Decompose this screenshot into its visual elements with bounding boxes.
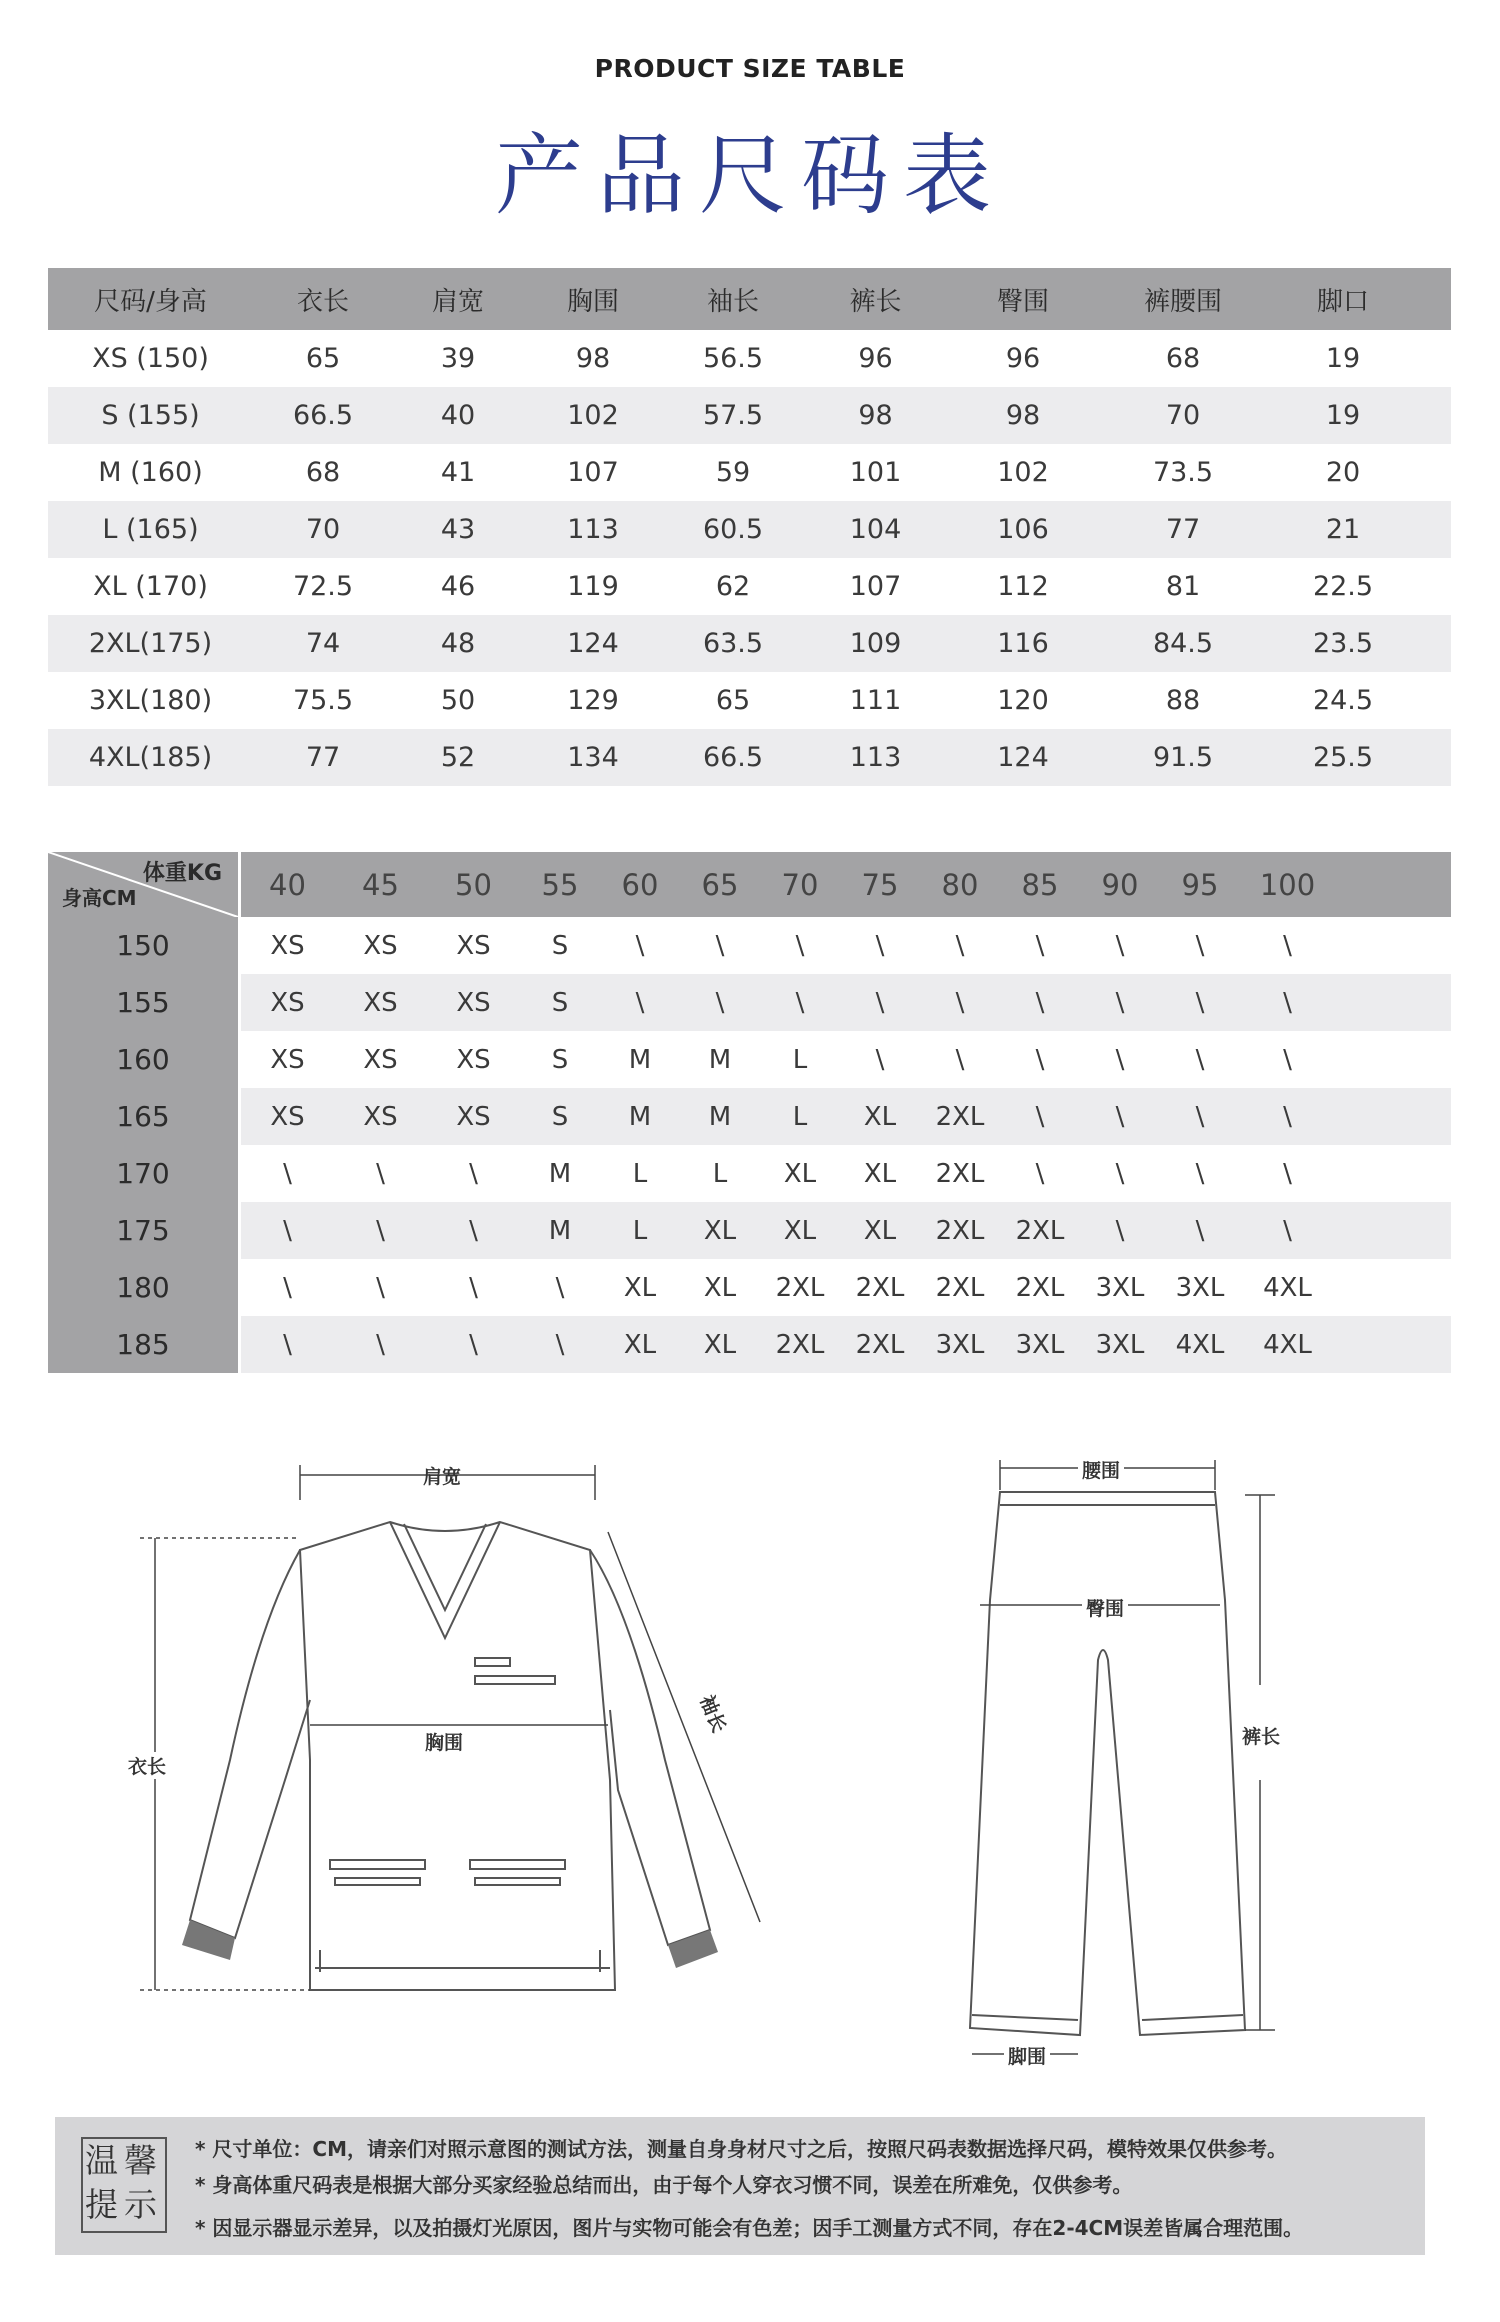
measure-cell: 46	[440, 571, 476, 602]
height-cell: 165	[48, 1088, 241, 1145]
measure-cell: 98	[858, 400, 893, 431]
waist-label: 腰围	[1078, 1456, 1124, 1483]
measure-cell: 81	[1165, 571, 1201, 602]
height-cell: 170	[48, 1145, 241, 1202]
weight-header-cell: 65	[701, 867, 739, 902]
table-row	[48, 387, 1451, 444]
measure-cell: 124	[997, 742, 1049, 773]
size-cell: \	[1035, 930, 1045, 961]
size-cell: XS	[270, 1044, 305, 1075]
measure-cell: 74	[305, 628, 341, 659]
size-cell: 4XL	[1175, 1329, 1225, 1360]
size-cell: 2XL	[935, 1101, 985, 1132]
size-cell: \	[955, 987, 965, 1018]
weight-header-cell: 60	[621, 867, 659, 902]
size-table-body	[48, 330, 1451, 786]
measure-cell: 111	[849, 685, 902, 716]
measure-cell: 120	[997, 685, 1049, 716]
size-cell: \	[1195, 1044, 1205, 1075]
size-cell: XL	[863, 1215, 897, 1246]
size-cell: XS	[363, 930, 398, 961]
size-cell: 4XL(185)	[88, 742, 213, 773]
size-cell: XL	[863, 1101, 897, 1132]
measure-cell: 124	[567, 628, 619, 659]
tips-tag-line1: 温馨	[85, 2141, 163, 2180]
measure-cell: 43	[440, 514, 476, 545]
table-row	[48, 615, 1451, 672]
weight-header-cell: 80	[941, 867, 979, 902]
height-cell: 150	[48, 917, 241, 974]
table-row	[48, 917, 1451, 974]
size-cell: XL	[703, 1272, 737, 1303]
page-title: 产品尺码表	[494, 124, 1005, 227]
measure-cell: 91.5	[1152, 742, 1214, 773]
measure-cell: 65	[305, 343, 341, 374]
measure-cell: 113	[849, 742, 902, 773]
measure-cell: 20	[1325, 457, 1361, 488]
size-cell: M (160)	[98, 457, 203, 488]
size-cell: \	[376, 1158, 385, 1189]
size-cell: 2XL(175)	[88, 628, 213, 659]
measure-cell: 40	[440, 400, 476, 431]
weight-columns	[241, 852, 1451, 917]
pants-diagram	[960, 1460, 1300, 2080]
size-cell: \	[635, 987, 645, 1018]
size-cell: S	[551, 1101, 569, 1132]
size-cell: XL	[863, 1158, 897, 1189]
size-cell: \	[1283, 1044, 1292, 1075]
size-cell: \	[1195, 930, 1205, 961]
size-cell: \	[1195, 1158, 1205, 1189]
measure-cell: 96	[1005, 343, 1041, 374]
measure-cell: 107	[567, 457, 619, 488]
shoulder-label: 肩宽	[423, 1466, 462, 1488]
size-cell: \	[1283, 1101, 1292, 1132]
size-cell: XS	[270, 1101, 305, 1132]
table-row	[48, 1145, 1451, 1202]
pants-length-label: 裤长	[1242, 1722, 1280, 1749]
measure-cell: 57.5	[702, 400, 764, 431]
table-row	[48, 330, 1451, 387]
size-table-header	[48, 268, 1451, 330]
page-subtitle: PRODUCT SIZE TABLE	[594, 54, 906, 83]
size-columns	[241, 1031, 1451, 1088]
size-cell: \	[715, 987, 725, 1018]
height-cell: 185	[48, 1316, 241, 1373]
size-cell: \	[1115, 930, 1125, 961]
size-cell: \	[795, 930, 805, 961]
size-cell: \	[469, 1329, 478, 1360]
size-cell: 2XL	[775, 1329, 825, 1360]
header-cell: 胸围	[566, 286, 619, 317]
measure-cell: 101	[849, 457, 902, 488]
header-cell: 尺码/身高	[94, 286, 207, 317]
table-row	[48, 1088, 1451, 1145]
tips-box	[55, 2117, 1425, 2255]
tips-tag-line2: 提示	[85, 2185, 163, 2224]
size-cell: \	[955, 930, 965, 961]
size-cell: \	[1035, 987, 1045, 1018]
tip-line-3: * 因显示器显示差异，以及拍摄灯光原因，图片与实物可能会有色差；因手工测量方式不同，存在2-4CM误差皆属合理范围。	[195, 2216, 1304, 2240]
size-cell: \	[555, 1329, 565, 1360]
size-cell: 3XL	[935, 1329, 985, 1360]
size-cell: \	[1195, 1215, 1205, 1246]
size-columns	[241, 917, 1451, 974]
height-cell: 180	[48, 1259, 241, 1316]
size-cell: \	[283, 1158, 292, 1189]
size-cell: XS	[363, 1101, 398, 1132]
size-cell: XS	[456, 987, 491, 1018]
size-cell: XS	[456, 1101, 491, 1132]
size-cell: \	[1283, 1215, 1292, 1246]
measure-cell: 77	[1165, 514, 1201, 545]
weight-header-cell: 70	[781, 867, 819, 902]
size-columns	[241, 974, 1451, 1031]
measure-cell: 129	[567, 685, 619, 716]
measure-cell: 39	[440, 343, 476, 374]
size-columns	[241, 1316, 1451, 1373]
size-columns	[241, 1088, 1451, 1145]
size-cell: XL	[783, 1215, 817, 1246]
size-cell: 3XL	[1095, 1272, 1145, 1303]
size-cell: \	[376, 1329, 385, 1360]
height-weight-header	[48, 852, 1451, 917]
size-cell: 3XL	[1175, 1272, 1225, 1303]
measure-cell: 50	[440, 685, 476, 716]
size-cell: 4XL	[1263, 1329, 1312, 1360]
size-cell: S	[551, 1044, 569, 1075]
table-row	[48, 974, 1451, 1031]
table-row	[48, 444, 1451, 501]
measure-cell: 24.5	[1312, 685, 1374, 716]
measure-cell: 72.5	[292, 571, 354, 602]
size-cell: \	[1115, 987, 1125, 1018]
size-cell: 2XL	[935, 1272, 985, 1303]
size-cell: XS (150)	[92, 343, 209, 374]
measure-cell: 60.5	[702, 514, 764, 545]
measure-cell: 25.5	[1312, 742, 1374, 773]
chest-label: 胸围	[425, 1732, 464, 1754]
size-cell: S (155)	[101, 400, 200, 431]
weight-header-cell: 90	[1101, 867, 1139, 902]
measure-cell: 134	[567, 742, 619, 773]
size-cell: \	[469, 1272, 478, 1303]
measure-cell: 107	[849, 571, 902, 602]
size-columns	[241, 1145, 1451, 1202]
size-cell: L	[632, 1215, 648, 1246]
size-cell: XS	[456, 1044, 491, 1075]
shirt-diagram	[120, 1460, 820, 2020]
height-cell: 155	[48, 974, 241, 1031]
measure-cell: 19	[1325, 343, 1361, 374]
size-cell: 3XL	[1095, 1329, 1145, 1360]
size-cell: M	[548, 1158, 572, 1189]
size-cell: \	[1195, 1101, 1205, 1132]
size-cell: 2XL	[935, 1158, 985, 1189]
shirt-outline	[120, 1460, 820, 2020]
size-cell: \	[1115, 1215, 1125, 1246]
measure-cell: 102	[567, 400, 619, 431]
measure-cell: 112	[997, 571, 1049, 602]
sleeve-label: 袖长	[694, 1691, 733, 1736]
size-cell: XS	[363, 1044, 398, 1075]
size-cell: \	[283, 1329, 292, 1360]
table-row	[48, 1259, 1451, 1316]
size-cell: \	[875, 1044, 885, 1075]
height-weight-table	[48, 852, 1451, 1373]
size-cell: L	[792, 1101, 808, 1132]
size-cell: L	[632, 1158, 648, 1189]
measure-cell: 109	[849, 628, 902, 659]
measure-cell: 104	[849, 514, 902, 545]
size-columns	[241, 1259, 1451, 1316]
measure-cell: 62	[715, 571, 751, 602]
header-cell: 肩宽	[431, 286, 484, 317]
size-cell: \	[555, 1272, 565, 1303]
tip-line-1: * 尺寸单位：CM，请亲们对照示意图的测试方法，测量自身身材尺寸之后，按照尺码表数据选择尺码，模特效果仅供参考。	[195, 2137, 1288, 2161]
size-cell: XS	[363, 987, 398, 1018]
size-cell: \	[376, 1215, 385, 1246]
size-cell: XL	[783, 1158, 817, 1189]
height-weight-body	[48, 917, 1451, 1373]
size-cell: \	[1115, 1158, 1125, 1189]
measure-cell: 96	[858, 343, 893, 374]
measure-cell: 98	[575, 343, 611, 374]
size-columns	[241, 1202, 1451, 1259]
size-cell: 2XL	[855, 1272, 905, 1303]
weight-header-cell: 40	[269, 867, 306, 902]
header-cell: 脚口	[1316, 286, 1369, 317]
measure-cell: 113	[567, 514, 619, 545]
size-cell: XL (170)	[93, 571, 208, 602]
measure-cell: 102	[997, 457, 1049, 488]
measure-cell: 22.5	[1312, 571, 1374, 602]
size-cell: 2XL	[855, 1329, 905, 1360]
size-cell: XS	[456, 930, 491, 961]
size-cell: 2XL	[935, 1215, 985, 1246]
size-cell: \	[283, 1215, 292, 1246]
size-cell: M	[548, 1215, 572, 1246]
measure-cell: 66.5	[292, 400, 354, 431]
size-cell: XL	[623, 1272, 657, 1303]
measure-cell: 84.5	[1152, 628, 1214, 659]
size-cell: 2XL	[775, 1272, 825, 1303]
header-cell: 裤腰围	[1143, 286, 1222, 317]
size-cell: XL	[703, 1329, 737, 1360]
size-cell: \	[1283, 987, 1292, 1018]
table-row	[48, 1316, 1451, 1373]
height-cell: 175	[48, 1202, 241, 1259]
table-row	[48, 1031, 1451, 1088]
tip-line-2: * 身高体重尺码表是根据大部分买家经验总结而出，由于每个人穿衣习惯不同，误差在所难免，仅供参考。	[195, 2173, 1133, 2197]
corner-weight-label: 体重KG	[142, 861, 222, 886]
ankle-label: 脚围	[1004, 2042, 1050, 2069]
size-cell: M	[708, 1044, 732, 1075]
weight-header-cell: 100	[1259, 867, 1316, 902]
measure-cell: 48	[440, 628, 476, 659]
size-cell: \	[376, 1272, 385, 1303]
size-cell: \	[1115, 1101, 1125, 1132]
header-cell: 袖长	[706, 286, 759, 317]
size-cell: 3XL(180)	[88, 685, 213, 716]
size-cell: \	[1283, 1158, 1292, 1189]
table-row	[48, 1202, 1451, 1259]
measure-cell: 41	[440, 457, 476, 488]
size-cell: XS	[270, 987, 305, 1018]
header-cell: 衣长	[296, 286, 349, 317]
size-cell: M	[628, 1044, 652, 1075]
size-cell: \	[635, 930, 645, 961]
measure-cell: 75.5	[292, 685, 354, 716]
measure-cell: 21	[1325, 514, 1361, 545]
size-cell: \	[1035, 1158, 1045, 1189]
weight-header-cell: 85	[1021, 867, 1059, 902]
size-cell: \	[955, 1044, 965, 1075]
size-cell: L	[792, 1044, 808, 1075]
table-row	[48, 672, 1451, 729]
size-cell: M	[708, 1101, 732, 1132]
header-cell: 臀围	[996, 286, 1049, 317]
size-cell: \	[875, 930, 885, 961]
size-cell: 2XL	[1015, 1215, 1065, 1246]
measure-cell: 98	[1005, 400, 1041, 431]
table-row	[48, 729, 1451, 786]
measure-cell: 23.5	[1312, 628, 1374, 659]
table-row	[48, 558, 1451, 615]
measure-cell: 52	[440, 742, 476, 773]
measure-cell: 70	[1165, 400, 1201, 431]
size-table	[48, 268, 1451, 786]
size-cell: S	[551, 987, 569, 1018]
size-cell: L (165)	[102, 514, 199, 545]
size-cell: XL	[623, 1329, 657, 1360]
weight-header-cell: 45	[362, 867, 399, 902]
weight-header-cell: 50	[455, 867, 492, 902]
size-cell: 2XL	[1015, 1272, 1065, 1303]
size-cell: \	[1035, 1101, 1045, 1132]
weight-header-cell: 95	[1181, 867, 1219, 902]
measure-cell: 66.5	[702, 742, 764, 773]
size-cell: \	[469, 1215, 478, 1246]
weight-header-cell: 75	[861, 867, 899, 902]
size-cell: \	[283, 1272, 292, 1303]
header-cell: 裤长	[849, 286, 902, 317]
measure-cell: 68	[305, 457, 341, 488]
size-cell: \	[469, 1158, 478, 1189]
measure-cell: 116	[997, 628, 1049, 659]
measure-cell: 119	[567, 571, 619, 602]
measure-cell: 70	[305, 514, 341, 545]
measure-cell: 65	[715, 685, 751, 716]
measure-cell: 19	[1325, 400, 1361, 431]
size-cell: \	[1283, 930, 1292, 961]
size-cell: \	[715, 930, 725, 961]
table-row	[48, 501, 1451, 558]
measure-cell: 73.5	[1152, 457, 1214, 488]
size-cell: M	[628, 1101, 652, 1132]
table-corner	[48, 852, 241, 917]
measure-cell: 77	[305, 742, 341, 773]
corner-height-label: 身高CM	[62, 886, 137, 910]
size-cell: \	[1035, 1044, 1045, 1075]
length-label: 衣长	[128, 1752, 166, 1779]
size-cell: 3XL	[1015, 1329, 1065, 1360]
measure-cell: 59	[715, 457, 751, 488]
weight-header-cell: 55	[541, 867, 579, 902]
size-cell: XL	[703, 1215, 737, 1246]
size-cell: \	[1195, 987, 1205, 1018]
hip-label: 臀围	[1082, 1594, 1128, 1621]
pants-outline	[960, 1460, 1300, 2080]
measure-cell: 63.5	[702, 628, 764, 659]
size-cell: S	[551, 930, 569, 961]
measure-cell: 68	[1165, 343, 1201, 374]
size-cell: L	[712, 1158, 728, 1189]
size-cell: \	[875, 987, 885, 1018]
tips-tag	[81, 2137, 167, 2233]
size-cell: \	[1115, 1044, 1125, 1075]
height-cell: 160	[48, 1031, 241, 1088]
measure-cell: 106	[997, 514, 1049, 545]
measure-cell: 56.5	[702, 343, 764, 374]
size-cell: \	[795, 987, 805, 1018]
size-cell: 4XL	[1263, 1272, 1312, 1303]
size-cell: XS	[270, 930, 305, 961]
measure-cell: 88	[1165, 685, 1201, 716]
